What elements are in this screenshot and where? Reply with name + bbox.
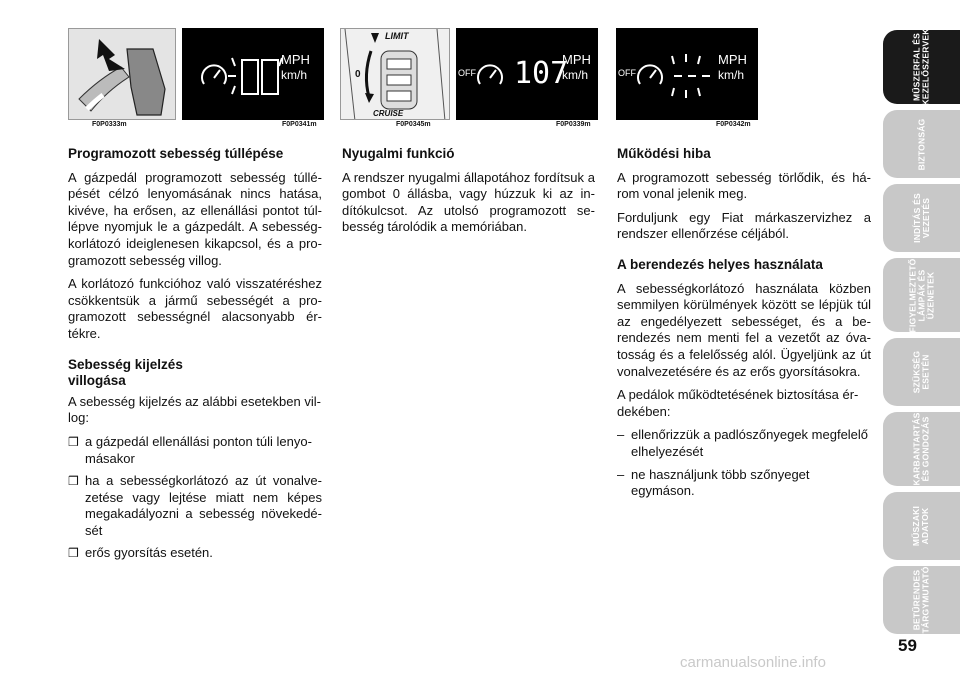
tab-dashboard-controls[interactable]: MŰSZERFAL ÉS KEZELŐSZERVEK: [883, 30, 960, 104]
paragraph: A korlátozó funkcióhoz való visszatéréshez csökkentsük a jármű sebességét a programozott sebességnél alacsonyabb értékre.: [68, 276, 322, 341]
heading-line: villogása: [68, 373, 126, 389]
heading-speed-blink: [68, 357, 322, 390]
checkbox-bullet-icon: ❒: [68, 474, 79, 489]
tab-safety[interactable]: BIZTONSÁG: [883, 110, 960, 178]
lever-label-limit: LIMIT: [385, 31, 409, 41]
paragraph: Forduljunk egy Fiat márkaszervizhez a rendszer ellenőrzése céljából.: [617, 209, 871, 242]
checkbox-bullet-icon: ❒: [68, 546, 79, 561]
column-1: [68, 146, 322, 568]
figure-lever: [340, 28, 450, 120]
heading-speed-exceed: Programozott sebesség túllépése: [68, 146, 284, 161]
tab-technical-data[interactable]: MŰSZAKI ADATOK: [883, 492, 960, 560]
list-item: ❒ a gázpedál ellenállási ponton túli lenyomásakor: [68, 433, 312, 466]
lever-label-cruise: CRUISE: [373, 109, 404, 118]
off-label: OFF: [458, 68, 476, 78]
figure-display-off-107: [456, 28, 598, 120]
tab-warning-lights[interactable]: FIGYELMEZTETŐ LÁMPÁK ÉS ÜZENETEK: [883, 258, 960, 332]
heading-correct-use: A berendezés helyes használata: [617, 256, 823, 272]
off-label: OFF: [618, 68, 636, 78]
unit-kmh: km/h: [718, 68, 745, 82]
figure-display-blinking: [182, 28, 324, 120]
speed-value: 107: [514, 56, 569, 91]
heading-standby: Nyugalmi funkció: [342, 146, 455, 161]
figure-caption: F0P0341m: [282, 121, 317, 128]
unit-kmh: km/h: [281, 68, 308, 82]
heading-line: Sebesség kijelzés: [68, 356, 183, 372]
lever-label-zero: 0: [355, 69, 361, 80]
column-3: [617, 146, 871, 506]
figure-caption: F0P0345m: [396, 121, 431, 128]
list-item: ❒ ha a sebességkorlátozó az út vonalvezetése vagy lejtése miatt nem képes megakadályozni a sebesség növekedését: [68, 473, 322, 538]
checkbox-bullet-icon: ❒: [68, 434, 79, 449]
column-2: [342, 146, 595, 243]
figure-caption: F0P0342m: [716, 121, 751, 128]
figure-pedal: [68, 28, 176, 120]
list-item: ❒ erős gyorsítás esetén.: [68, 545, 213, 561]
paragraph: A gázpedál programozott sebesség túllépését célzó lenyomásának nincs hatása, kivéve, ha erősen, az ellenállási pontot túllépve nyomjuk le a gázpedált. A sebességkorlátozó ideiglenesen kikapcsol, és a programozott sebesség villog.: [68, 169, 322, 268]
paragraph: A rendszer nyugalmi állapotához fordítsuk a gombot 0 állásba, vagy húzzuk ki az indítókulcsot. Az utolsó programozott sebesség tárolódik a memóriában.: [342, 169, 595, 235]
figure-caption: F0P0333m: [92, 121, 127, 128]
list-item: – ne használjunk több szőnyeget egymáson.: [617, 466, 810, 499]
tab-starting-driving[interactable]: INDÍTÁS ÉS VEZETÉS: [883, 184, 960, 252]
pedal-illustration: [69, 29, 176, 120]
unit-mph: MPH: [562, 52, 591, 67]
page-number: 59: [898, 636, 917, 655]
unit-mph: MPH: [281, 52, 310, 67]
tab-index[interactable]: BETŰRENDES TÁRGYMUTATÓ: [883, 566, 960, 634]
figure-display-off-dashes: [616, 28, 758, 120]
heading-malfunction: Működési hiba: [617, 146, 711, 161]
paragraph: A programozott sebesség törlődik, és három vonal jelenik meg.: [617, 169, 871, 202]
paragraph: A pedálok működtetésének biztosítása érdekében:: [617, 387, 859, 419]
chapter-tabs: [883, 0, 960, 640]
paragraph: A sebesség kijelzés az alábbi esetekben villog:: [68, 393, 321, 426]
unit-kmh: km/h: [562, 68, 589, 82]
figure-caption: F0P0339m: [556, 121, 591, 128]
list-item: – ellenőrizzük a padlószőnyegek megfelelő elhelyezését: [617, 427, 869, 459]
unit-mph: MPH: [718, 52, 747, 67]
watermark: carmanualsonline.info: [680, 654, 826, 671]
paragraph: A sebességkorlátozó használata közben semmilyen körülmények között se lépjük túl az engedélyezett sebességet, és a berendezés nem menti fel a vezetőt az óvatosság és a felelősség alól. Ügyeljünk az út vonalvezetésére és az erős gyorsításokra.: [617, 280, 871, 379]
tab-maintenance[interactable]: KARBANTARTÁS ÉS GONDOZÁS: [883, 412, 960, 486]
tab-emergency[interactable]: SZÜKSÉG ESETÉN: [883, 338, 960, 406]
